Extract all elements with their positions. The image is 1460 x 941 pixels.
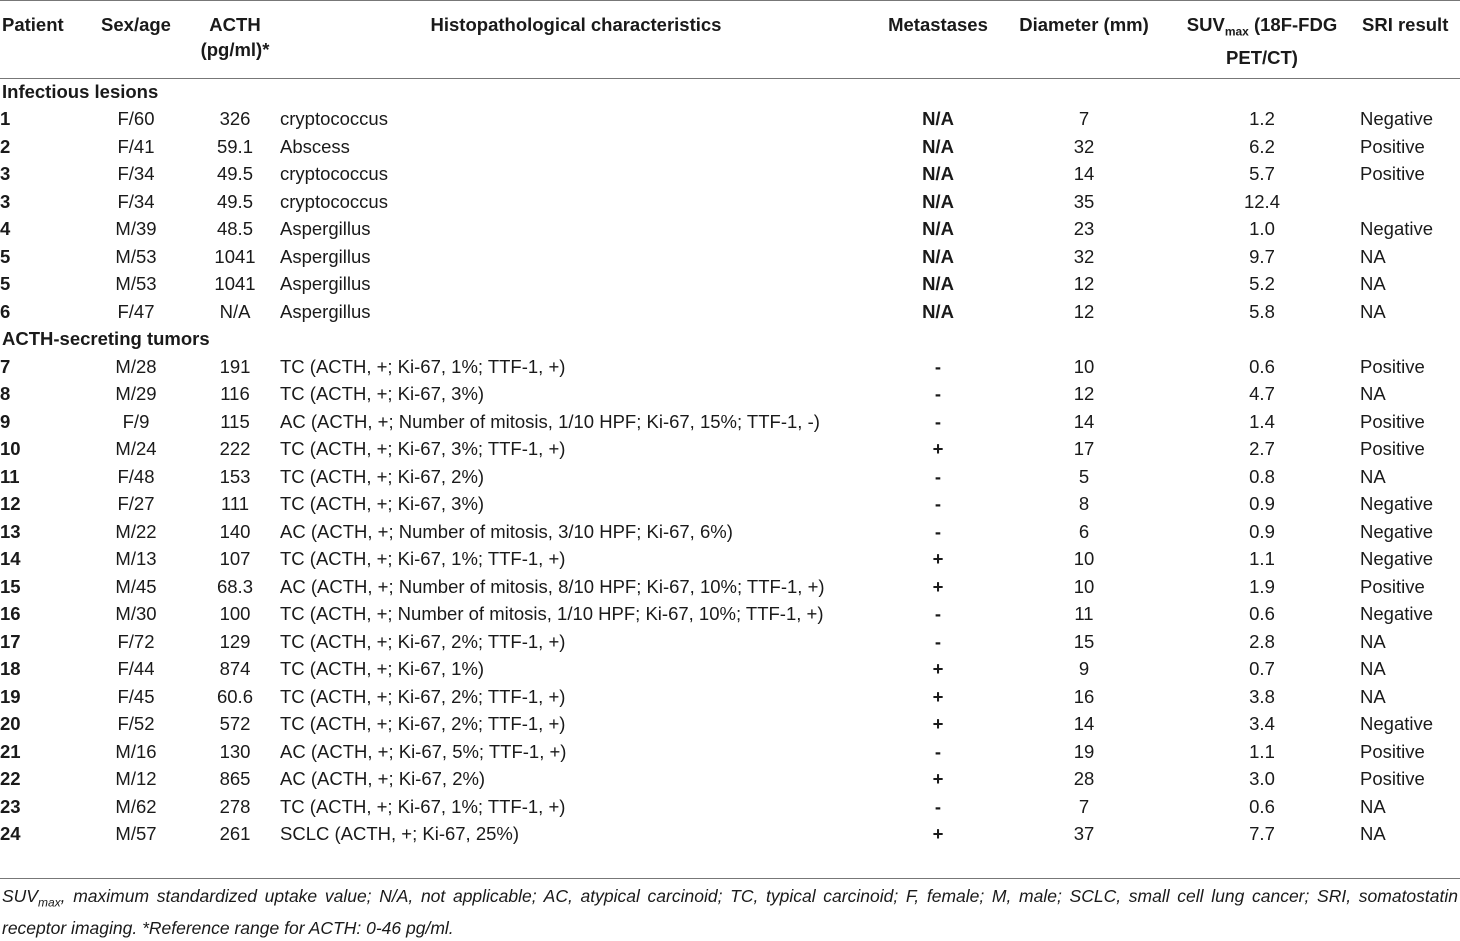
cell-suv: 0.6 (1249, 795, 1275, 817)
cell-metastases: - (934, 410, 942, 432)
cell-suv: 1.4 (1249, 410, 1275, 432)
cell-histopathology: Aspergillus (280, 245, 371, 267)
table-row (0, 161, 1460, 189)
table-row (0, 408, 1460, 436)
cell-acth: 68.3 (216, 575, 253, 597)
cell-diameter: 9 (1078, 658, 1090, 680)
cell-patient: 16 (0, 603, 21, 625)
cell-diameter: 11 (1074, 603, 1094, 625)
table-row (0, 518, 1460, 546)
cell-histopathology: AC (ACTH, +; Number of mitosis, 8/10 HPF; Ki-67, 10%; TTF-1, +) (280, 575, 825, 597)
footnote-suv-prefix: SUV (2, 886, 38, 906)
cell-histopathology: AC (ACTH, +; Ki-67, 2%) (280, 768, 486, 790)
col-header-acth (190, 0, 280, 78)
cell-suv: 0.7 (1249, 658, 1275, 680)
cell-sri-result: NA (1360, 465, 1386, 487)
cell-suv: 12.4 (1243, 190, 1280, 212)
cell-histopathology: Aspergillus (280, 218, 371, 240)
cell-acth: 59.1 (216, 135, 253, 157)
cell-acth: N/A (219, 300, 251, 322)
cell-metastases: - (934, 740, 942, 762)
cell-suv: 2.8 (1249, 630, 1275, 652)
cell-diameter: 14 (1073, 713, 1095, 735)
cell-sex-age: F/45 (117, 685, 155, 707)
cell-sex-age: F/41 (117, 135, 155, 157)
cell-metastases: - (934, 603, 942, 625)
cell-sex-age: F/72 (117, 630, 155, 652)
cell-suv: 3.4 (1249, 713, 1275, 735)
section-title: Infectious lesions (2, 80, 159, 102)
cell-suv: 0.8 (1249, 465, 1275, 487)
cell-sex-age: M/53 (115, 245, 157, 267)
cell-histopathology: cryptococcus (280, 190, 388, 212)
cell-histopathology: TC (ACTH, +; Ki-67, 2%; TTF-1, +) (280, 630, 566, 652)
cell-sri-result: Positive (1360, 575, 1425, 597)
cell-sri-result: NA (1360, 658, 1386, 680)
cell-patient: 15 (0, 575, 21, 597)
cell-suv: 1.2 (1249, 108, 1275, 130)
cell-acth: 261 (219, 823, 251, 845)
cell-acth: 278 (219, 795, 251, 817)
cell-patient: 24 (0, 823, 21, 845)
cell-sri-result: Negative (1360, 108, 1434, 130)
cell-patient: 9 (0, 410, 11, 432)
cell-acth: 129 (219, 630, 251, 652)
cell-metastases: N/A (922, 190, 954, 212)
table-row (0, 738, 1460, 766)
cell-suv: 5.2 (1249, 273, 1275, 295)
bottom-rule (0, 878, 1460, 879)
cell-diameter: 10 (1073, 575, 1095, 597)
cell-metastases: + (932, 548, 944, 570)
cell-sri-result: NA (1360, 630, 1386, 652)
cell-diameter: 6 (1078, 520, 1090, 542)
cell-diameter: 37 (1073, 823, 1095, 845)
cell-diameter: 10 (1073, 355, 1095, 377)
cell-sex-age: F/34 (117, 190, 155, 212)
cell-patient: 17 (0, 630, 21, 652)
cell-metastases: N/A (922, 218, 954, 240)
cell-sex-age: F/44 (117, 658, 155, 680)
cell-metastases: N/A (922, 245, 954, 267)
cell-diameter: 23 (1073, 218, 1095, 240)
cell-diameter: 12 (1073, 383, 1095, 405)
cell-patient: 2 (0, 135, 11, 157)
cell-patient: 7 (0, 355, 11, 377)
cell-patient: 18 (0, 658, 21, 680)
table-row (0, 491, 1460, 519)
table-row (0, 271, 1460, 299)
col-header-histo: Histopathological characteristics (430, 14, 722, 35)
section-title: ACTH-secreting tumors (2, 328, 210, 350)
cell-acth: 49.5 (216, 190, 253, 212)
cell-sex-age: M/16 (115, 740, 157, 762)
cell-diameter: 35 (1073, 190, 1095, 212)
col-header-sri: SRI result (1362, 14, 1449, 35)
cell-acth: 140 (219, 520, 251, 542)
cell-metastases: + (932, 713, 944, 735)
cell-diameter: 15 (1073, 630, 1095, 652)
cell-sri-result: Positive (1360, 740, 1425, 762)
cell-suv: 7.7 (1249, 823, 1275, 845)
cell-patient: 21 (0, 740, 21, 762)
cell-histopathology: cryptococcus (280, 163, 388, 185)
cell-sri-result: NA (1360, 685, 1386, 707)
cell-sex-age: M/12 (115, 768, 157, 790)
cell-metastases: + (932, 768, 944, 790)
col-header-acth-line2: (pg/ml)* (200, 39, 270, 60)
cell-metastases: N/A (922, 108, 954, 130)
cell-acth: 191 (219, 355, 251, 377)
cell-sex-age: F/27 (117, 493, 155, 515)
col-header-acth-line1: ACTH (209, 14, 261, 35)
cell-suv: 2.7 (1249, 438, 1275, 460)
cell-suv: 0.9 (1249, 493, 1275, 515)
cell-sex-age: M/24 (115, 438, 157, 460)
col-header-patient: Patient (2, 14, 64, 35)
cell-sri-result: NA (1360, 273, 1386, 295)
cell-diameter: 28 (1073, 768, 1095, 790)
cell-diameter: 5 (1078, 465, 1090, 487)
cell-sex-age: M/28 (115, 355, 157, 377)
table-row (0, 546, 1460, 574)
cell-histopathology: TC (ACTH, +; Ki-67, 1%; TTF-1, +) (280, 795, 566, 817)
cell-suv: 1.9 (1249, 575, 1275, 597)
cell-sri-result: NA (1360, 823, 1386, 845)
col-header-sex-age: Sex/age (101, 14, 171, 35)
cell-suv: 0.6 (1249, 355, 1275, 377)
cell-acth: 572 (219, 713, 251, 735)
cell-sex-age: M/45 (115, 575, 157, 597)
cell-diameter: 7 (1078, 795, 1090, 817)
cell-diameter: 12 (1073, 300, 1095, 322)
cell-metastases: + (932, 685, 944, 707)
cell-patient: 23 (0, 795, 21, 817)
cell-acth: 222 (219, 438, 251, 460)
cell-sex-age: F/60 (117, 108, 155, 130)
cell-diameter: 12 (1073, 273, 1095, 295)
cell-acth: 115 (220, 410, 250, 432)
cell-sri-result: Negative (1360, 713, 1434, 735)
table-row (0, 106, 1460, 134)
cell-patient: 5 (0, 245, 11, 267)
cell-acth: 107 (219, 548, 251, 570)
cell-acth: 60.6 (216, 685, 253, 707)
cell-metastases: - (934, 520, 942, 542)
cell-suv: 0.6 (1249, 603, 1275, 625)
cell-sex-age: F/9 (122, 410, 150, 432)
table-row (0, 133, 1460, 161)
table-row (0, 656, 1460, 684)
cell-diameter: 14 (1073, 163, 1095, 185)
cell-histopathology: AC (ACTH, +; Ki-67, 5%; TTF-1, +) (280, 740, 567, 762)
cell-diameter: 19 (1073, 740, 1095, 762)
cell-diameter: 32 (1073, 245, 1095, 267)
cell-diameter: 7 (1078, 108, 1090, 130)
cell-patient: 3 (0, 190, 11, 212)
cell-suv: 1.1 (1249, 740, 1275, 762)
cell-patient: 4 (0, 218, 11, 240)
cell-metastases: - (934, 630, 942, 652)
table-row (0, 381, 1460, 409)
cell-acth: 111 (220, 493, 250, 515)
cell-histopathology: AC (ACTH, +; Number of mitosis, 3/10 HPF; Ki-67, 6%) (280, 520, 733, 542)
cell-histopathology: Abscess (280, 135, 350, 157)
col-header-diameter: Diameter (mm) (1019, 14, 1149, 35)
cell-acth: 130 (219, 740, 251, 762)
cell-sri-result: Positive (1360, 410, 1425, 432)
cell-acth: 326 (219, 108, 251, 130)
cell-sex-age: M/13 (115, 548, 157, 570)
cell-metastases: N/A (922, 300, 954, 322)
header-row (0, 0, 1460, 78)
cell-sri-result: NA (1360, 300, 1386, 322)
cell-acth: 100 (219, 603, 251, 625)
cell-metastases: + (932, 438, 944, 460)
cell-sri-result: Negative (1360, 520, 1434, 542)
cell-acth: 153 (219, 465, 251, 487)
cell-patient: 10 (0, 438, 21, 460)
cell-patient: 11 (0, 465, 20, 487)
section-header-row (0, 78, 1460, 106)
cell-histopathology: TC (ACTH, +; Ki-67, 2%; TTF-1, +) (280, 685, 566, 707)
cell-histopathology: TC (ACTH, +; Ki-67, 1%) (280, 658, 485, 680)
cell-histopathology: TC (ACTH, +; Ki-67, 3%) (280, 383, 485, 405)
suv-header-prefix: SUV (1186, 14, 1225, 35)
table-row (0, 463, 1460, 491)
cell-acth: 48.5 (216, 218, 253, 240)
cell-metastases: N/A (922, 135, 954, 157)
cell-diameter: 14 (1073, 410, 1095, 432)
cell-acth: 874 (219, 658, 251, 680)
cell-patient: 3 (0, 163, 11, 185)
cell-histopathology: TC (ACTH, +; Number of mitosis, 1/10 HPF; Ki-67, 10%; TTF-1, +) (280, 603, 824, 625)
table-row (0, 216, 1460, 244)
cell-histopathology: AC (ACTH, +; Number of mitosis, 1/10 HPF; Ki-67, 15%; TTF-1, -) (280, 410, 820, 432)
cell-sex-age: M/53 (115, 273, 157, 295)
cell-histopathology: Aspergillus (280, 300, 371, 322)
col-header-metastases: Metastases (888, 14, 988, 35)
cell-patient: 20 (0, 713, 21, 735)
table-row (0, 793, 1460, 821)
cell-patient: 6 (0, 300, 11, 322)
cell-patient: 13 (0, 520, 21, 542)
cell-metastases: + (932, 658, 944, 680)
cell-sex-age: F/48 (117, 465, 155, 487)
cell-metastases: N/A (922, 273, 954, 295)
cell-suv: 3.8 (1249, 685, 1275, 707)
suv-header-line2: PET/CT) (1226, 46, 1298, 68)
table-row (0, 821, 1460, 849)
cell-sex-age: M/62 (115, 795, 157, 817)
cell-sex-age: F/34 (117, 163, 155, 185)
cell-diameter: 16 (1073, 685, 1095, 707)
cell-histopathology: TC (ACTH, +; Ki-67, 3%; TTF-1, +) (280, 438, 566, 460)
cell-sex-age: M/30 (115, 603, 157, 625)
cell-histopathology: TC (ACTH, +; Ki-67, 1%; TTF-1, +) (280, 355, 566, 377)
cell-patient: 8 (0, 383, 11, 405)
table-row (0, 766, 1460, 794)
cell-suv: 5.8 (1249, 300, 1275, 322)
col-header-suv (1164, 0, 1360, 78)
cell-sri-result: Positive (1360, 438, 1425, 460)
cell-diameter: 32 (1073, 135, 1095, 157)
cell-acth: 1041 (214, 245, 256, 267)
cell-histopathology: SCLC (ACTH, +; Ki-67, 25%) (280, 823, 520, 845)
cell-sex-age: M/39 (115, 218, 157, 240)
cell-histopathology: TC (ACTH, +; Ki-67, 2%) (280, 465, 485, 487)
table-row (0, 573, 1460, 601)
cell-suv: 1.1 (1249, 548, 1275, 570)
cell-sri-result: NA (1360, 245, 1386, 267)
cell-metastases: - (934, 383, 942, 405)
cell-suv: 5.7 (1249, 163, 1275, 185)
cell-patient: 5 (0, 273, 11, 295)
cell-diameter: 10 (1073, 548, 1095, 570)
cell-sri-result: NA (1360, 383, 1386, 405)
cell-sri-result: Positive (1360, 135, 1425, 157)
cell-sri-result: Negative (1360, 603, 1434, 625)
cell-sri-result: Negative (1360, 548, 1434, 570)
cell-acth: 116 (220, 383, 250, 405)
table-row (0, 628, 1460, 656)
table-footnote (2, 884, 1458, 941)
cell-histopathology: TC (ACTH, +; Ki-67, 3%) (280, 493, 485, 515)
cell-metastases: - (934, 465, 942, 487)
cell-suv: 4.7 (1249, 383, 1275, 405)
cell-suv: 3.0 (1249, 768, 1275, 790)
cell-suv: 0.9 (1249, 520, 1275, 542)
cell-sri-result: Negative (1360, 493, 1434, 515)
cell-acth: 1041 (214, 273, 256, 295)
table-row (0, 711, 1460, 739)
cell-histopathology: Aspergillus (280, 273, 371, 295)
table-row (0, 353, 1460, 381)
cell-sri-result: Positive (1360, 355, 1425, 377)
table-row (0, 243, 1460, 271)
cell-sex-age: M/29 (115, 383, 157, 405)
cell-metastases: + (932, 575, 944, 597)
cell-patient: 14 (0, 548, 21, 570)
cell-histopathology: TC (ACTH, +; Ki-67, 2%; TTF-1, +) (280, 713, 566, 735)
cell-patient: 19 (0, 685, 21, 707)
cell-acth: 865 (219, 768, 251, 790)
cell-sex-age: M/57 (115, 823, 157, 845)
cell-sri-result: Negative (1360, 218, 1434, 240)
cell-suv: 1.0 (1249, 218, 1275, 240)
cell-metastases: - (934, 493, 942, 515)
cell-sri-result: Positive (1360, 768, 1425, 790)
cell-patient: 12 (0, 493, 21, 515)
cell-suv: 6.2 (1249, 135, 1275, 157)
cell-patient: 22 (0, 768, 21, 790)
cell-histopathology: cryptococcus (280, 108, 388, 130)
cell-histopathology: TC (ACTH, +; Ki-67, 1%; TTF-1, +) (280, 548, 566, 570)
table-row (0, 601, 1460, 629)
cell-metastases: - (934, 355, 942, 377)
cell-sri-result: NA (1360, 795, 1386, 817)
footnote-suv-sub: max (37, 895, 61, 910)
table-body (0, 78, 1460, 848)
table-row (0, 298, 1460, 326)
cell-metastases: + (932, 823, 944, 845)
cell-diameter: 17 (1073, 438, 1095, 460)
cell-metastases: N/A (922, 163, 954, 185)
table-row (0, 188, 1460, 216)
cell-diameter: 8 (1078, 493, 1090, 515)
footnote-text: , maximum standardized uptake value; N/A, not applicable; AC, atypical carcinoid; TC, typical carcinoid; F, female; M, male; SCLC, small cell lung cancer; SRI, somatostatin receptor imaging. *Reference range for ACTH: 0-46 pg/ml. (2, 886, 1458, 938)
cell-acth: 49.5 (216, 163, 253, 185)
suv-header-suffix: (18F-FDG (1248, 14, 1338, 35)
cell-metastases: - (934, 795, 942, 817)
cell-sex-age: M/22 (115, 520, 157, 542)
cell-suv: 9.7 (1249, 245, 1275, 267)
table-row (0, 683, 1460, 711)
table-row (0, 436, 1460, 464)
cell-sri-result: Positive (1360, 163, 1425, 185)
suv-header-sub: max (1224, 24, 1249, 39)
cell-patient: 1 (0, 108, 11, 130)
cell-sex-age: F/52 (117, 713, 155, 735)
cell-sri-result (1360, 188, 1460, 216)
cell-sex-age: F/47 (117, 300, 155, 322)
section-header-row (0, 326, 1460, 354)
